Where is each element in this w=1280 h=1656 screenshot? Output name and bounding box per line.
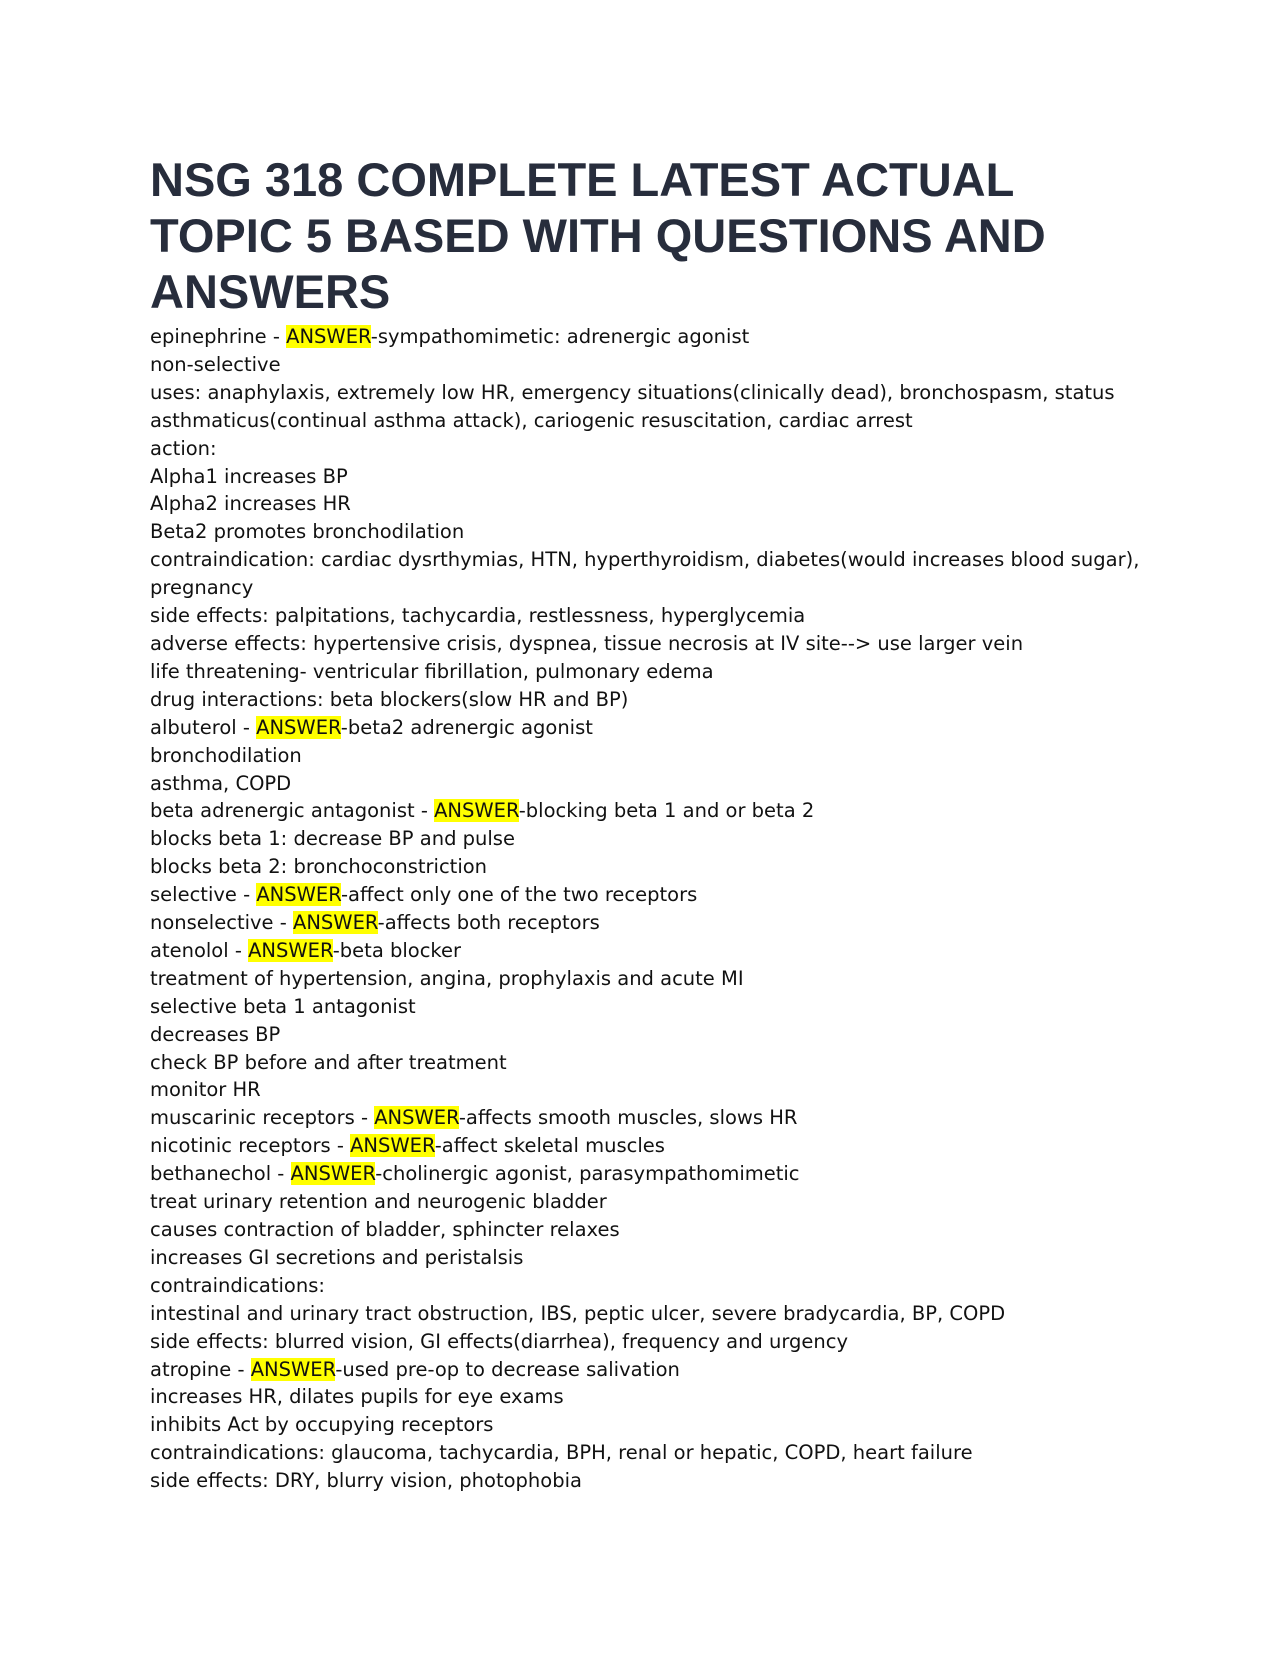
answer-text: -blocking beta 1 and or beta 2 xyxy=(518,799,815,823)
term-text: selective - xyxy=(150,883,257,907)
text-line: monitor HR xyxy=(150,1078,261,1102)
title-line: ANSWERS xyxy=(150,265,391,318)
text-line: decreases BP xyxy=(150,1022,281,1046)
answer-text: -beta2 adrenergic agonist xyxy=(340,715,593,739)
term-text: bethanechol - xyxy=(150,1162,291,1186)
answer-text: -sympathomimetic: adrenergic agonist xyxy=(370,325,750,348)
text-line xyxy=(150,797,1150,825)
text-line xyxy=(150,1356,1150,1384)
text-line: contraindication: cardiac dysrthymias, HTN, hyperthyroidism, diabetes(would increases blood sugar), xyxy=(150,548,1140,572)
text-line xyxy=(150,909,1150,937)
answer-text: -affects smooth muscles, slows HR xyxy=(458,1106,798,1130)
term-text: nicotinic receptors - xyxy=(150,1134,351,1158)
text-line: contraindications: xyxy=(150,1273,325,1297)
term-text: atropine - xyxy=(150,1357,251,1381)
text-line: increases GI secretions and peristalsis xyxy=(150,1245,524,1269)
answer-text: -affect only one of the two receptors xyxy=(341,883,698,907)
text-line: life threatening- ventricular fibrillation, pulmonary edema xyxy=(150,659,714,683)
text-line: treat urinary retention and neurogenic bladder xyxy=(150,1190,607,1214)
text-line xyxy=(150,937,1150,965)
answer-text: -beta blocker xyxy=(332,938,462,962)
term-text: muscarinic receptors - xyxy=(150,1106,375,1130)
term-text: epinephrine - xyxy=(150,325,287,348)
answer-highlight: ANSWER xyxy=(256,883,341,907)
text-line: side effects: blurred vision, GI effects(diarrhea), frequency and urgency xyxy=(150,1329,849,1353)
title-line: TOPIC 5 BASED WITH QUESTIONS AND xyxy=(150,209,1046,262)
text-line: side effects: palpitations, tachycardia, restlessness, hyperglycemia xyxy=(150,604,806,628)
document-body xyxy=(150,323,1150,1495)
text-line: contraindications: glaucoma, tachycardia, BPH, renal or hepatic, COPD, heart failure xyxy=(150,1441,973,1465)
answer-text: -used pre-op to decrease salivation xyxy=(335,1357,680,1381)
text-line: action: xyxy=(150,436,217,460)
text-line: Alpha2 increases HR xyxy=(150,492,351,516)
text-line: uses: anaphylaxis, extremely low HR, emergency situations(clinically dead), bronchospasm, status xyxy=(150,380,1115,404)
term-text: nonselective - xyxy=(150,911,293,935)
text-line: treatment of hypertension, angina, prophylaxis and acute MI xyxy=(150,966,744,990)
title-line: NSG 318 COMPLETE LATEST ACTUAL xyxy=(150,153,1015,206)
answer-highlight: ANSWER xyxy=(256,715,341,739)
term-text: beta adrenergic antagonist - xyxy=(150,799,435,823)
answer-highlight: ANSWER xyxy=(292,911,378,935)
text-line xyxy=(150,1132,1150,1160)
text-line: asthma, COPD xyxy=(150,771,292,795)
text-line: increases HR, dilates pupils for eye exams xyxy=(150,1385,564,1409)
answer-highlight: ANSWER xyxy=(374,1106,459,1130)
answer-text: -affects both receptors xyxy=(377,911,600,935)
text-line: intestinal and urinary tract obstruction, IBS, peptic ulcer, severe bradycardia, BP, COPD xyxy=(150,1301,1006,1325)
text-line: side effects: DRY, blurry vision, photophobia xyxy=(150,1469,582,1493)
answer-highlight: ANSWER xyxy=(290,1162,376,1186)
text-line: pregnancy xyxy=(150,576,254,600)
document-page xyxy=(150,152,1150,1495)
answer-highlight: ANSWER xyxy=(248,938,333,962)
text-line: bronchodilation xyxy=(150,743,302,767)
answer-highlight: ANSWER xyxy=(250,1357,336,1381)
answer-highlight: ANSWER xyxy=(350,1134,435,1158)
answer-text: -affect skeletal muscles xyxy=(434,1134,665,1158)
text-line: non-selective xyxy=(150,352,281,376)
text-line: blocks beta 1: decrease BP and pulse xyxy=(150,827,515,851)
text-line: drug interactions: beta blockers(slow HR and BP) xyxy=(150,687,629,711)
text-line: check BP before and after treatment xyxy=(150,1050,507,1074)
text-line xyxy=(150,1160,1150,1188)
term-text: atenolol - xyxy=(150,938,249,962)
answer-highlight: ANSWER xyxy=(434,799,519,823)
text-line: Beta2 promotes bronchodilation xyxy=(150,520,465,544)
text-line: causes contraction of bladder, sphincter relaxes xyxy=(150,1218,620,1241)
answer-highlight: ANSWER xyxy=(286,325,371,348)
page-title xyxy=(150,152,1150,320)
answer-text: -cholinergic agonist, parasympathomimetic xyxy=(375,1162,800,1186)
text-line: Alpha1 increases BP xyxy=(150,464,348,488)
text-line: adverse effects: hypertensive crisis, dyspnea, tissue necrosis at IV site--> use larger vein xyxy=(150,631,1024,655)
text-line: inhibits Act by occupying receptors xyxy=(150,1413,494,1437)
text-line xyxy=(150,1104,1150,1132)
text-line: blocks beta 2: bronchoconstriction xyxy=(150,855,488,879)
term-text: albuterol - xyxy=(150,715,257,739)
text-line xyxy=(150,714,1150,742)
text-line: asthmaticus(continual asthma attack), cariogenic resuscitation, cardiac arrest xyxy=(150,408,913,432)
text-line xyxy=(150,323,1150,351)
text-line: selective beta 1 antagonist xyxy=(150,994,416,1018)
text-line xyxy=(150,881,1150,909)
